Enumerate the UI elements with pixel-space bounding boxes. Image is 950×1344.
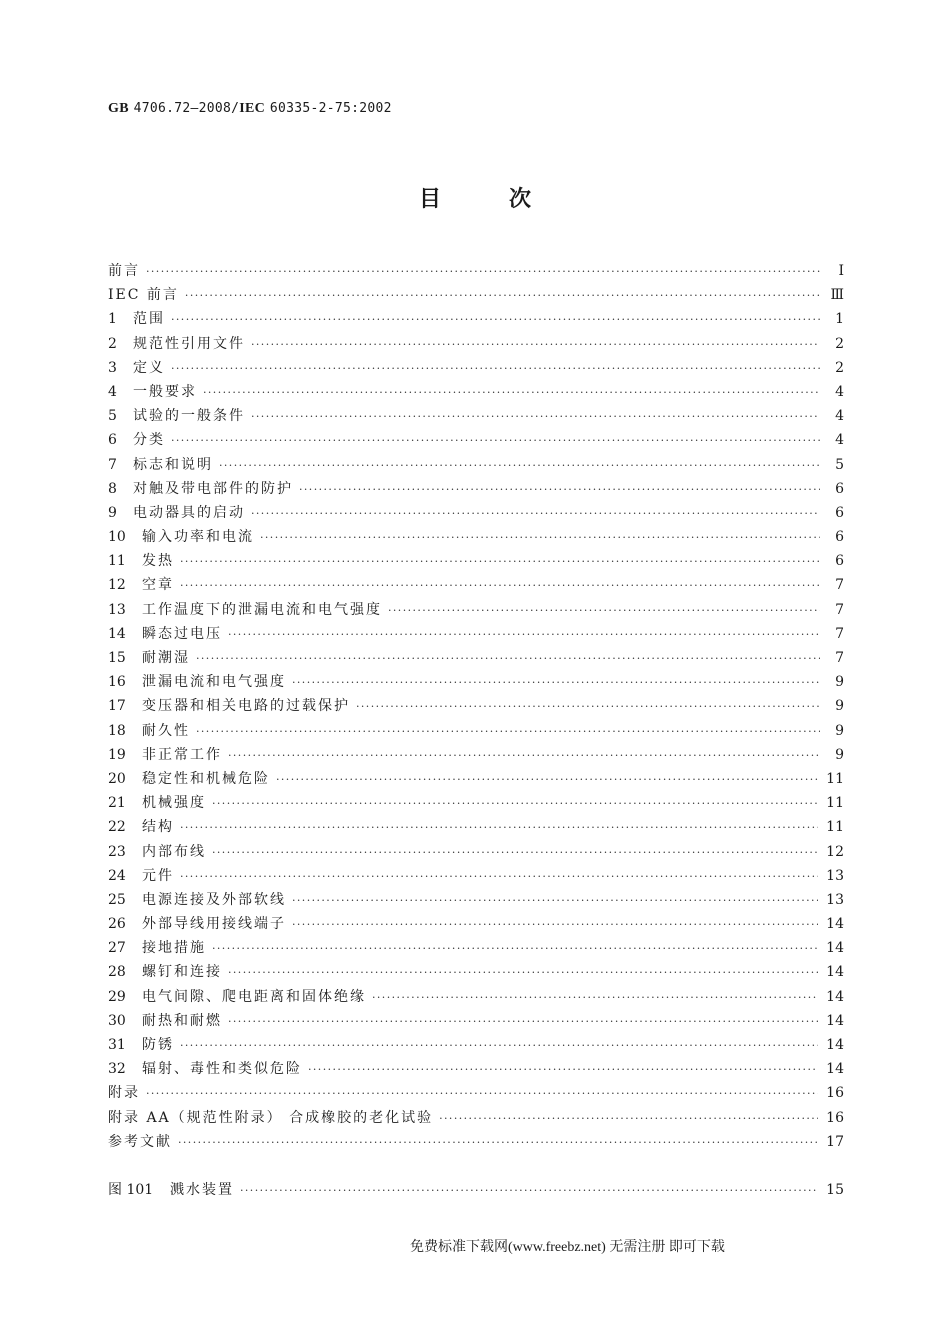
toc-entry[interactable] <box>108 1033 844 1057</box>
toc-entry[interactable] <box>108 477 844 501</box>
toc-entry[interactable] <box>108 767 844 791</box>
toc-leader-dots <box>251 404 820 429</box>
toc-leader-dots <box>251 501 820 526</box>
toc-entry-number: 24 <box>108 867 126 884</box>
toc-page-number: 9 <box>835 674 844 691</box>
toc-entry[interactable] <box>108 453 844 477</box>
toc-entry-number: 32 <box>108 1061 126 1078</box>
figure-entry[interactable] <box>108 1178 844 1202</box>
toc-entry-title: 电气间隙、爬电距离和固体绝缘 <box>142 988 366 1005</box>
toc-page-number: 14 <box>826 940 844 957</box>
toc-entry[interactable] <box>108 960 844 984</box>
toc-entry-title: 规范性引用文件 <box>133 335 245 352</box>
toc-leader-dots <box>372 985 818 1010</box>
toc-entry-title: 附录 AA（规范性附录） 合成橡胶的老化试验 <box>108 1109 434 1126</box>
toc-page-number: 12 <box>826 843 844 860</box>
toc-leader-dots <box>276 767 818 792</box>
toc-entry[interactable] <box>108 912 844 936</box>
toc-entry-number: 30 <box>108 1012 126 1029</box>
toc-entry-number: 31 <box>108 1037 126 1053</box>
toc-entry[interactable] <box>108 380 844 404</box>
toc-leader-dots <box>439 1106 818 1131</box>
toc-entry-number: 13 <box>108 601 126 618</box>
toc-entry[interactable] <box>108 356 844 380</box>
toc-leader-dots <box>308 1057 818 1082</box>
toc-entry-title: 结构 <box>142 819 174 836</box>
std-number-part1: 4706.72—2008/ <box>133 101 240 116</box>
toc-entry-title: 泄漏电流和电气强度 <box>142 674 286 691</box>
toc-entry-number: 14 <box>108 625 126 642</box>
toc-entry-title: 对触及带电部件的防护 <box>133 480 293 497</box>
toc-entry-title: 参考文献 <box>108 1133 172 1150</box>
toc-leader-dots <box>228 622 820 647</box>
toc-entry[interactable] <box>108 815 844 839</box>
toc-entry-title: 防锈 <box>142 1037 174 1053</box>
toc-entry-title: 定义 <box>133 359 165 376</box>
toc-entry-number: 28 <box>108 964 126 981</box>
toc-entry-number: 4 <box>108 383 117 400</box>
toc-page-number: 14 <box>826 1037 844 1053</box>
page-title <box>0 182 950 213</box>
std-number-part2: 60335-2-75:2002 <box>269 101 392 116</box>
toc-entry-title: 接地措施 <box>142 940 206 957</box>
toc-leader-dots <box>299 477 820 502</box>
toc-entry[interactable] <box>108 743 844 767</box>
toc-leader-dots <box>180 815 818 840</box>
toc-entry-title: 电动器具的启动 <box>133 504 245 521</box>
toc-page-number: 5 <box>835 456 844 473</box>
toc-entry[interactable] <box>108 622 844 646</box>
toc-entry[interactable] <box>108 719 844 743</box>
toc-entry-number: 15 <box>108 650 126 666</box>
toc-entry-title: 机械强度 <box>142 795 206 812</box>
standard-number <box>108 100 392 117</box>
toc-page-number: Ⅲ <box>830 287 844 304</box>
toc-leader-dots <box>180 864 818 889</box>
gb-prefix: GB <box>108 101 129 116</box>
toc-page-number: 11 <box>826 795 844 812</box>
toc-entry[interactable] <box>108 1057 844 1081</box>
toc-entry[interactable] <box>108 864 844 888</box>
toc-entry-title: 发热 <box>142 553 174 570</box>
toc-leader-dots <box>228 1009 818 1034</box>
toc-entry[interactable] <box>108 1130 844 1154</box>
toc-page-number: 11 <box>826 819 844 836</box>
toc-leader-dots <box>212 791 818 816</box>
toc-leader-dots <box>356 694 820 719</box>
toc-entry-number: 26 <box>108 916 126 933</box>
toc-entry[interactable] <box>108 1106 844 1130</box>
toc-page-number: 14 <box>826 916 844 933</box>
toc-leader-dots <box>171 428 820 453</box>
toc-page-number: 14 <box>826 1012 844 1029</box>
toc-entry[interactable] <box>108 525 844 549</box>
toc-entry-title: 瞬态过电压 <box>142 625 222 642</box>
spacer <box>108 1154 844 1178</box>
toc-entry-number: 9 <box>108 504 117 521</box>
toc-leader-dots <box>228 960 818 985</box>
toc-leader-dots <box>212 840 818 865</box>
title-char-1: 目 <box>418 187 441 212</box>
toc-page-number: 9 <box>835 722 844 739</box>
toc-entry-number: 8 <box>108 480 117 497</box>
toc-entry[interactable] <box>108 840 844 864</box>
toc-entry-title: 变压器和相关电路的过载保护 <box>142 698 350 715</box>
toc-leader-dots <box>292 670 820 695</box>
toc-entry-number: 18 <box>108 722 126 739</box>
toc-leader-dots <box>240 1178 818 1203</box>
toc-entry-number: 10 <box>108 529 126 546</box>
toc-leader-dots <box>180 1033 818 1058</box>
toc-leader-dots <box>180 549 820 574</box>
toc-leader-dots <box>178 1130 818 1155</box>
toc-entry[interactable] <box>108 259 844 283</box>
toc-entry-number: 19 <box>108 746 126 763</box>
toc-entry-number: 11 <box>108 553 126 570</box>
toc-page-number: 6 <box>835 553 844 570</box>
toc-page-number: 4 <box>835 432 844 449</box>
toc-entry-title: 外部导线用接线端子 <box>142 916 286 933</box>
toc-entry[interactable] <box>108 404 844 428</box>
toc-leader-dots <box>146 1081 818 1106</box>
toc-entry-number: 2 <box>108 335 117 352</box>
toc-entry-title: 电源连接及外部软线 <box>142 891 286 908</box>
toc-page-number: 13 <box>826 891 844 908</box>
toc-entry-title: 附录 <box>108 1085 140 1102</box>
toc-entry-title: 辐射、毒性和类似危险 <box>142 1061 302 1078</box>
toc-entry[interactable] <box>108 791 844 815</box>
toc-page-number: 14 <box>826 964 844 981</box>
toc-entry-title: 分类 <box>133 432 165 449</box>
toc-page-number: 9 <box>835 698 844 715</box>
toc-entry-title: 范围 <box>133 311 165 328</box>
toc-page-number: 7 <box>835 650 844 666</box>
toc-leader-dots <box>171 307 820 332</box>
toc-entry[interactable] <box>108 428 844 452</box>
toc-entry-number: 16 <box>108 674 126 691</box>
toc-entry-title: 空章 <box>142 577 174 594</box>
toc-entry-number: 12 <box>108 577 126 594</box>
toc-leader-dots <box>292 912 818 937</box>
toc-entry-title: 工作温度下的泄漏电流和电气强度 <box>142 601 382 618</box>
toc-entry-title: 非正常工作 <box>142 746 222 763</box>
toc-entry-title: 螺钉和连接 <box>142 964 222 981</box>
toc-entry-title: 元件 <box>142 867 174 884</box>
toc-page-number: 6 <box>835 504 844 521</box>
toc-entry-title: 标志和说明 <box>133 456 213 473</box>
toc-entry[interactable] <box>108 501 844 525</box>
toc-page-number: 2 <box>835 359 844 376</box>
toc-entry-number: 29 <box>108 988 126 1005</box>
toc-entry-number: 25 <box>108 891 126 908</box>
toc-entry-number: 20 <box>108 770 126 787</box>
toc-page-number: 14 <box>826 988 844 1005</box>
toc-page-number: 7 <box>835 625 844 642</box>
toc-entry-title: 内部布线 <box>142 843 206 860</box>
toc-leader-dots <box>146 259 820 284</box>
footer-watermark: 免费标准下载网(www.freebz.net) 无需注册 即可下载 <box>410 1240 725 1255</box>
toc-entry-title: 一般要求 <box>133 383 197 400</box>
toc-entry[interactable] <box>108 598 844 622</box>
toc-entry[interactable] <box>108 283 844 307</box>
toc-leader-dots <box>196 646 820 671</box>
toc-leader-dots <box>196 719 820 744</box>
toc-leader-dots <box>388 598 820 623</box>
toc-entry-number: 3 <box>108 359 117 376</box>
toc-entry-number: 6 <box>108 432 117 449</box>
toc-entry-number: 27 <box>108 940 126 957</box>
toc-leader-dots <box>260 525 820 550</box>
toc-page-number: 7 <box>835 601 844 618</box>
toc-page-number: 16 <box>826 1109 844 1126</box>
table-of-contents <box>108 259 844 1202</box>
toc-entry[interactable] <box>108 670 844 694</box>
toc-entry-number: 21 <box>108 795 126 812</box>
toc-page-number: 15 <box>826 1181 844 1198</box>
toc-entry[interactable] <box>108 1081 844 1105</box>
toc-entry-title: 溅水装置 <box>170 1181 234 1198</box>
toc-entry-number: 图 101 <box>108 1181 154 1198</box>
toc-page-number: 1 <box>835 311 844 328</box>
toc-entry-number: 1 <box>108 311 117 328</box>
toc-leader-dots <box>251 332 820 357</box>
toc-entry[interactable] <box>108 307 844 331</box>
toc-entry-title: 试验的一般条件 <box>133 408 245 425</box>
toc-page-number: 11 <box>826 770 844 787</box>
toc-entry[interactable] <box>108 549 844 573</box>
toc-page-number: 6 <box>835 480 844 497</box>
toc-page-number: 4 <box>835 383 844 400</box>
toc-leader-dots <box>203 380 820 405</box>
toc-page-number: 17 <box>826 1133 844 1150</box>
toc-leader-dots <box>219 453 820 478</box>
toc-page-number: 14 <box>826 1061 844 1078</box>
toc-page-number: 13 <box>826 867 844 884</box>
toc-entry[interactable] <box>108 985 844 1009</box>
toc-entry-title: 耐热和耐燃 <box>142 1012 222 1029</box>
toc-entry-title: 输入功率和电流 <box>142 529 254 546</box>
iec-prefix: IEC <box>239 101 266 116</box>
toc-entry-number: 17 <box>108 698 126 715</box>
toc-leader-dots <box>171 356 820 381</box>
toc-leader-dots <box>185 283 820 308</box>
toc-entry-title: IEC 前言 <box>108 287 179 304</box>
toc-entry-number: 5 <box>108 408 117 425</box>
toc-entry-number: 7 <box>108 456 117 473</box>
toc-entry-number: 22 <box>108 819 126 836</box>
toc-entry[interactable] <box>108 936 844 960</box>
toc-leader-dots <box>292 888 818 913</box>
title-char-2: 次 <box>509 187 532 212</box>
toc-page-number: Ⅰ <box>838 263 844 279</box>
toc-entry-title: 耐久性 <box>142 722 190 739</box>
toc-entry[interactable] <box>108 573 844 597</box>
toc-entry-title: 稳定性和机械危险 <box>142 770 270 787</box>
toc-entry[interactable] <box>108 694 844 718</box>
toc-entry[interactable] <box>108 1009 844 1033</box>
toc-page-number: 7 <box>835 577 844 594</box>
toc-leader-dots <box>180 573 820 598</box>
toc-entry-title: 耐潮湿 <box>142 650 190 666</box>
toc-entry[interactable] <box>108 332 844 356</box>
toc-page-number: 4 <box>835 408 844 425</box>
toc-entry[interactable] <box>108 646 844 670</box>
toc-page-number: 9 <box>835 746 844 763</box>
toc-page-number: 2 <box>835 335 844 352</box>
toc-leader-dots <box>212 936 818 961</box>
toc-leader-dots <box>228 743 820 768</box>
toc-entry[interactable] <box>108 888 844 912</box>
toc-entry-title: 前言 <box>108 263 140 279</box>
toc-page-number: 6 <box>835 529 844 546</box>
toc-page-number: 16 <box>826 1085 844 1102</box>
toc-entry-number: 23 <box>108 843 126 860</box>
